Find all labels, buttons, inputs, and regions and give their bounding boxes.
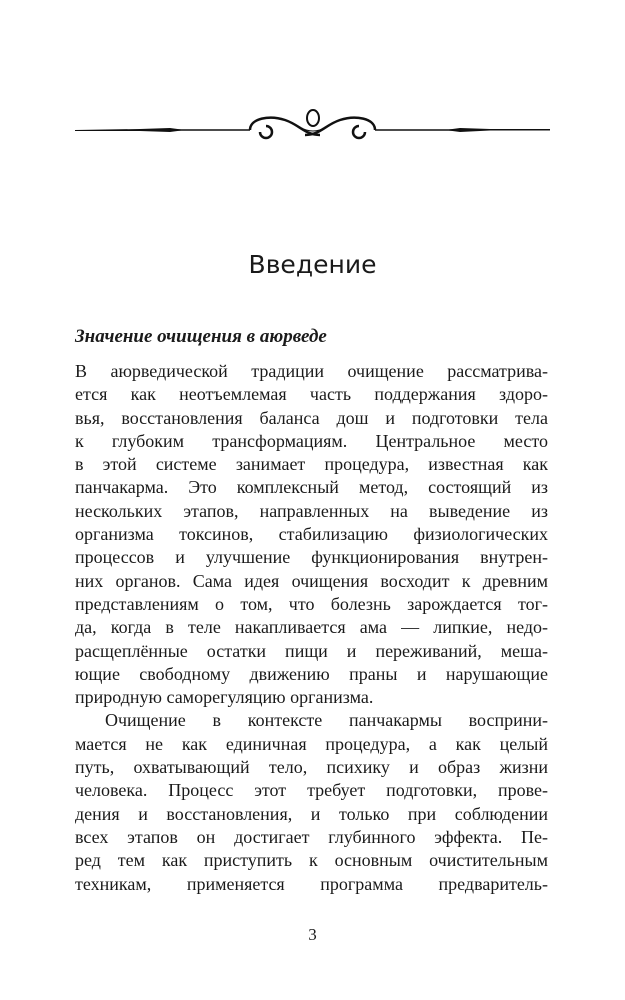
body-text	[75, 360, 548, 896]
text-line: панчакарма. Это комплексный метод, состоящий из	[75, 477, 548, 498]
text-line: дения и восстановления, и только при соблюдении	[75, 803, 548, 824]
text-line: организма токсинов, стабилизацию физиологических	[75, 524, 548, 545]
text-line: В аюрведической традиции очищение рассматрива-	[75, 361, 548, 381]
text-line: техникам, применяется программа предваритель-	[75, 873, 548, 894]
text-line: путь, охватывающий тело, психику и образ жизни	[75, 757, 548, 778]
text-line: ется как неотъемлемая часть поддержания здоро-	[75, 384, 548, 405]
text-line: представлениям о том, что болезнь зарождается тог-	[75, 593, 548, 614]
text-line: расщеплённые остатки пищи и переживаний, меша-	[75, 640, 548, 661]
decorative-ornament-divider	[70, 100, 555, 145]
text-line: Очищение в контексте панчакармы восприни-	[105, 710, 548, 731]
text-line: процессов и улучшение функционирования внутрен-	[75, 547, 548, 568]
section-heading: Значение очищения в аюрведе	[75, 326, 327, 347]
text-line: в этой системе занимает процедура, известная как	[75, 454, 548, 475]
text-line: да, когда в теле накапливается ама — липкие, недо-	[75, 617, 548, 638]
page-number: 3	[308, 925, 317, 944]
text-line: ющие свободному движению праны и нарушающие	[75, 663, 548, 684]
text-line: к глубоким трансформациям. Центральное место	[75, 430, 548, 451]
text-line: нескольких этапов, направленных на выведение из	[75, 500, 548, 521]
text-line: мается не как единичная процедура, а как целый	[75, 733, 548, 754]
chapter-title: Введение	[248, 250, 377, 279]
text-line: них органов. Сама идея очищения восходит к древним	[75, 570, 548, 591]
text-line: человека. Процесс этот требует подготовки, прове-	[75, 780, 548, 801]
text-line: вья, восстановления баланса дош и подготовки тела	[75, 407, 548, 428]
text-line: природную саморегуляцию организма.	[75, 687, 374, 708]
text-line: всех этапов он достигает глубинного эффекта. Пе-	[75, 826, 548, 847]
text-line: ред тем как приступить к основным очистительным	[75, 850, 548, 871]
